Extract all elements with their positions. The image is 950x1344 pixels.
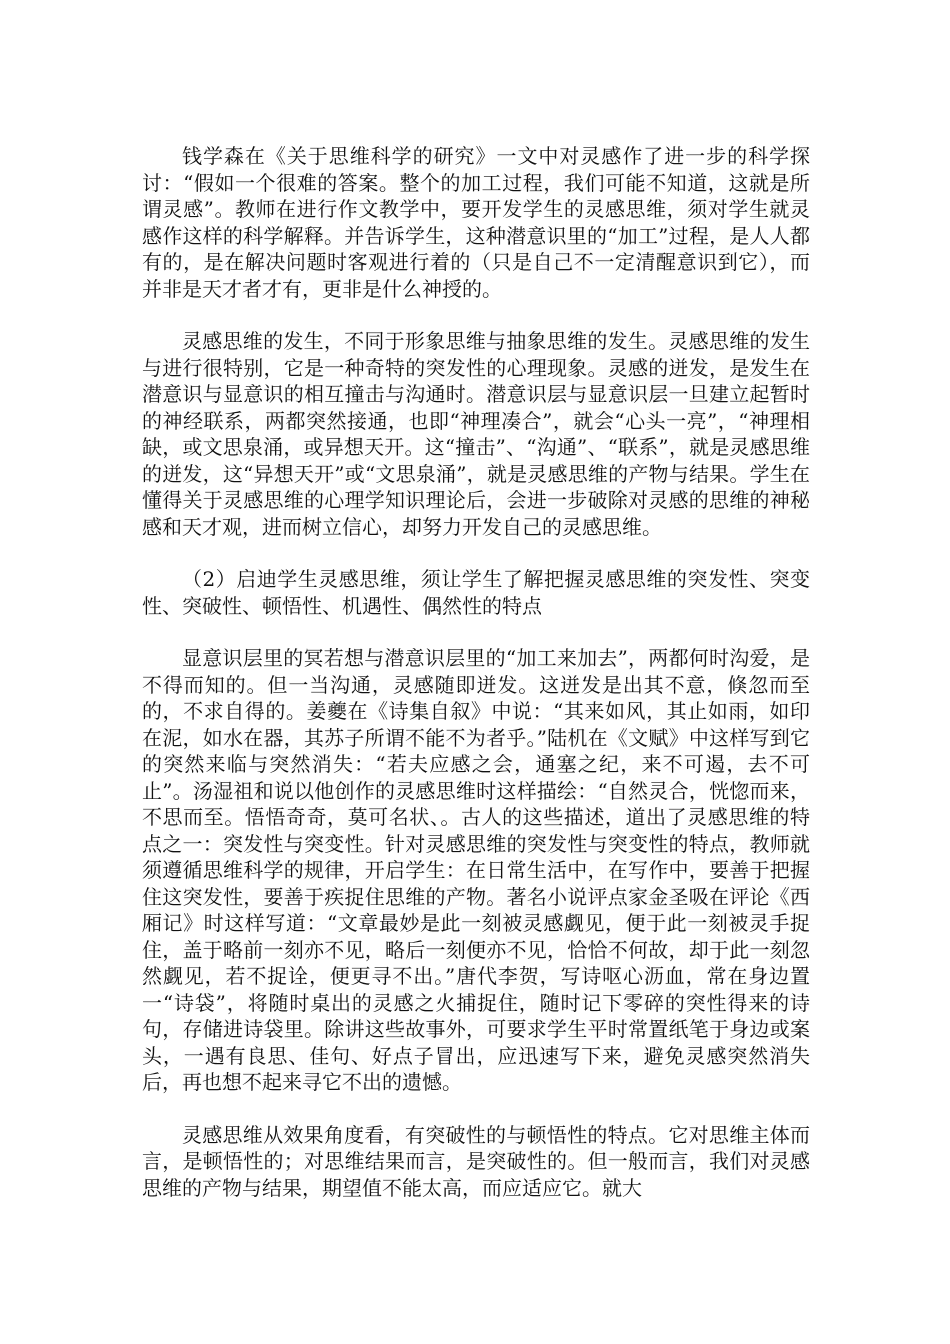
paragraph-qian-xuesen: 钱学森在《关于思维科学的研究》一文中对灵感作了进一步的科学探讨：“假如一个很难的答案。整个的加工过程，我们可能不知道，这就是所谓灵感”。教师在进行作文教学中，要开发学生的灵感思维，须对学生就灵感作这样的科学解释。并告诉学生，这种潜意识里的“加工”过程，是人人都有的，是在解决问题时客观进行着的（只是自己不一定清醒意识到它），而并非是天才者才有，更非是什么神授的。 bbox=[142, 144, 810, 301]
section-heading-2: （2）启迪学生灵感思维，须让学生了解把握灵感思维的突发性、突变性、突破性、顿悟性、机遇性、偶然性的特点 bbox=[142, 567, 810, 618]
document-page bbox=[142, 143, 810, 1201]
paragraph-inspiration-occurrence: 灵感思维的发生，不同于形象思维与抽象思维的发生。灵感思维的发生与进行很特别，它是一种奇特的突发性的心理现象。灵感的迸发，是发生在潜意识与显意识的相互撞击与沟通时。潜意识层与显意识层一旦建立起暂时的神经联系，两都突然接通，也即“神理凑合”，就会“心头一亮”，“神理相缺，或文思泉涌，或异想天开。这“撞击”、“沟通”、“联系”，就是灵感思维的迸发，这“异想天开”或“文思泉涌”，就是灵感思维的产物与结果。学生在懂得关于灵感思维的心理学知识理论后，会进一步破除对灵感的思维的神秘感和天才观，进而树立信心，却努力开发自己的灵感思维。 bbox=[142, 329, 810, 539]
paragraph-suddenness: 显意识层里的冥若想与潜意识层里的“加工来加去”，两都何时沟爱，是不得而知的。但一当沟通，灵感随即迸发。这迸发是出其不意，倏忽而至的，不求自得的。姜夔在《诗集自叙》中说：“其来如风，其止如雨，如印在泥，如水在器，其苏子所谓不能不为者乎。”陆机在《文赋》中这样写到它的突然来临与突然消失：“若夫应感之会，通塞之纪，来不可遏，去不可止”。汤湿祖和说以他创作的灵感思维时这样描绘：“自然灵合，恍惚而来，不思而至。悟悟奇奇，莫可名状、。古人的这些描述，道出了灵感思维的特点之一：突发性与突变性。针对灵感思维的突发性与突变性的特点，教师就须遵循思维科学的规律，开启学生：在日常生活中，在写作中，要善于把握住这突发性，要善于疾捉住思维的产物。著名小说评点家金圣吸在评论《西厢记》时这样写道：“文章最妙是此一刻被灵感觑见，便于此一刻被灵手捉住，盖于略前一刻亦不见，略后一刻便亦不见，恰恰不何故，却于此一刻忽然觑见，若不捉诠，便更寻不出。”唐代李贺，写诗呕心沥血，常在身边置一“诗袋”，将随时桌出的灵感之火捕捉住，随时记下零碎的突性得来的诗句，存储进诗袋里。除讲这些故事外，可要求学生平时常置纸笔于身边或案头，一遇有良思、佳句、好点子冒出，应迅速写下来，避免灵感突然消失后，再也想不起来寻它不出的遗憾。 bbox=[142, 646, 810, 1094]
paragraph-breakthrough: 灵感思维从效果角度看，有突破性的与顿悟性的特点。它对思维主体而言，是顿悟性的；对思维结果而言，是突破性的。但一般而言，我们对灵感思维的产物与结果，期望值不能太高，而应适应它。就大 bbox=[142, 1122, 810, 1200]
